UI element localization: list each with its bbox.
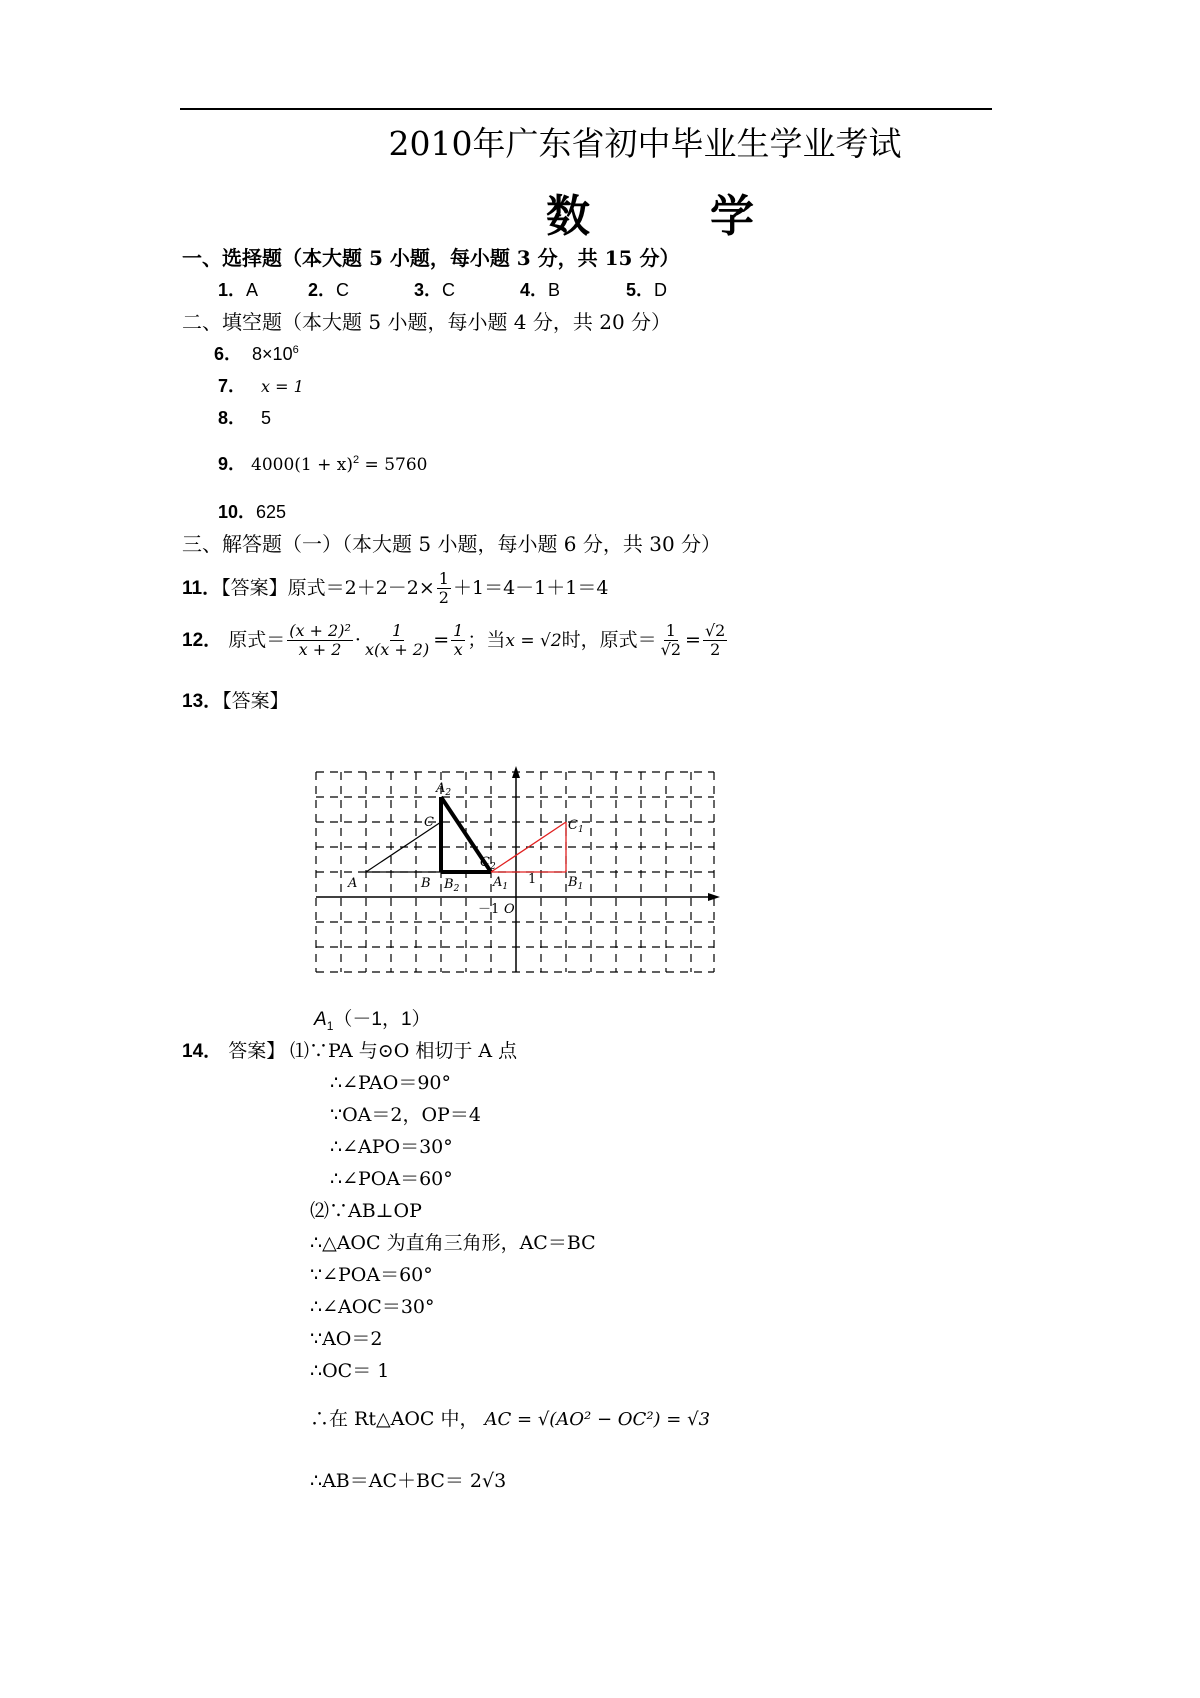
- answer-14-line-6: ⑵∵AB⊥OP: [310, 1200, 422, 1222]
- mc-answer-2: 2．C: [308, 280, 350, 300]
- answer-14-line-5: ∴∠POA＝60°: [330, 1168, 453, 1190]
- mc-answer-1: 1．A: [218, 280, 259, 300]
- answer-14-line-1: ⑴∵PA 与⊙O 相切于 A 点: [290, 1040, 518, 1062]
- fill-answer-7: 7． x = 1: [218, 376, 304, 396]
- grid-svg: [310, 766, 720, 976]
- answer-13-result: $A_1(-1$，1）: [314, 1009, 431, 1033]
- fraction-2: $\frac{1}{x(x + 2)}$: [364, 621, 430, 660]
- section1-heading: 一、选择题（本大题 5 小题，每小题 3 分，共 15 分）: [182, 246, 680, 270]
- answer-14-line-14: ∴AB＝AC＋BC＝ 2√3: [310, 1470, 507, 1492]
- fraction-4: $\frac{1}{√2}$: [660, 621, 682, 660]
- label-a1: $A_1$: [493, 875, 509, 892]
- answer-11: 11．【答案】原式＝2＋2－2× $\frac{1}{2}$ ＋1＝4－1＋1＝4: [182, 569, 609, 608]
- answer-14-line-11: ∴OC＝ 1: [310, 1360, 390, 1382]
- answer-14-line-2: ∴∠PAO＝90°: [330, 1072, 452, 1094]
- label-b1: $B_1$: [568, 875, 584, 892]
- mc-answer-3: 3．C: [414, 280, 456, 300]
- fraction-3: $\frac{1}{x}$: [453, 621, 464, 660]
- answer-14-line-10: ∵AO＝2: [310, 1328, 383, 1350]
- answer-14-line-8: ∵∠POA＝60°: [310, 1264, 433, 1286]
- label-c1: $C_1$: [568, 818, 584, 835]
- exam-title: 2010年广东省初中毕业生学业考试: [388, 124, 902, 163]
- section3-heading: 三、解答题（一）（本大题 5 小题，每小题 6 分，共 30 分）: [182, 532, 722, 556]
- answer-13-heading: 13．【答案】: [182, 690, 289, 712]
- coordinate-grid-figure: [310, 766, 720, 980]
- answer-14-line-3: ∵OA＝2，OP＝4: [330, 1104, 481, 1126]
- subject-title: [0, 180, 1200, 244]
- axes: [316, 774, 712, 972]
- fraction-half: $\frac{1}{2}$: [438, 569, 449, 608]
- fill-answer-6: 6． $8\times 10^6$: [214, 344, 299, 364]
- fill-answer-9: 9． $4000(1 + x)^2 = 5760$: [218, 454, 428, 475]
- tick-neg1: －1: [478, 902, 500, 917]
- answer-14-line-9: ∴∠AOC＝30°: [310, 1296, 435, 1318]
- label-c2: $C_2$: [480, 855, 496, 872]
- header-rule: [180, 108, 992, 110]
- mc-answer-4: 4．B: [520, 280, 561, 300]
- subject-char-1: 数: [546, 191, 590, 242]
- answer-14-line-12: ∴在 Rt△AOC 中， AC = √(AO² − OC²) = √3: [310, 1408, 711, 1430]
- fill-answer-8: 8． 5: [218, 408, 272, 428]
- label-b2: $B_2$: [444, 877, 460, 894]
- mc-answers: [218, 276, 716, 302]
- answer-14-heading: 14． 答案】: [182, 1040, 286, 1062]
- label-a: A: [348, 876, 358, 891]
- fraction-5: $\frac{√2}{2}$: [704, 621, 726, 660]
- label-c: C: [424, 815, 434, 830]
- mc-answer-5: 5．D: [626, 280, 668, 300]
- pythagorean-formula: AC = √(AO² − OC²) = √3: [484, 1409, 711, 1430]
- section2-heading: 二、填空题（本大题 5 小题，每小题 4 分，共 20 分）: [182, 310, 672, 334]
- label-a2: $A_2$: [436, 781, 452, 798]
- fraction-1: $\frac{\text{(x + 2)²}}{x + 2}$: [289, 621, 351, 660]
- answer-14-line-7: ∴△AOC 为直角三角形，AC＝BC: [310, 1232, 596, 1254]
- label-origin: O: [504, 902, 515, 917]
- tick-1: 1: [528, 872, 537, 887]
- subject-char-2: 学: [710, 191, 754, 242]
- answer-14-line-4: ∴∠APO＝30°: [330, 1136, 453, 1158]
- label-b: B: [421, 876, 431, 891]
- fill-answer-10: 10．625: [218, 502, 287, 522]
- answer-12: 12． 原式＝ $\frac{\text{(x + 2)²}}{x + 2}$ · $\frac{1}{x(x + 2)}$ = $\frac{1}{x}$ ；当x = √2时，原式＝ $\frac{1}{√2}$ = $\frac{√2}{2}$: [182, 621, 726, 660]
